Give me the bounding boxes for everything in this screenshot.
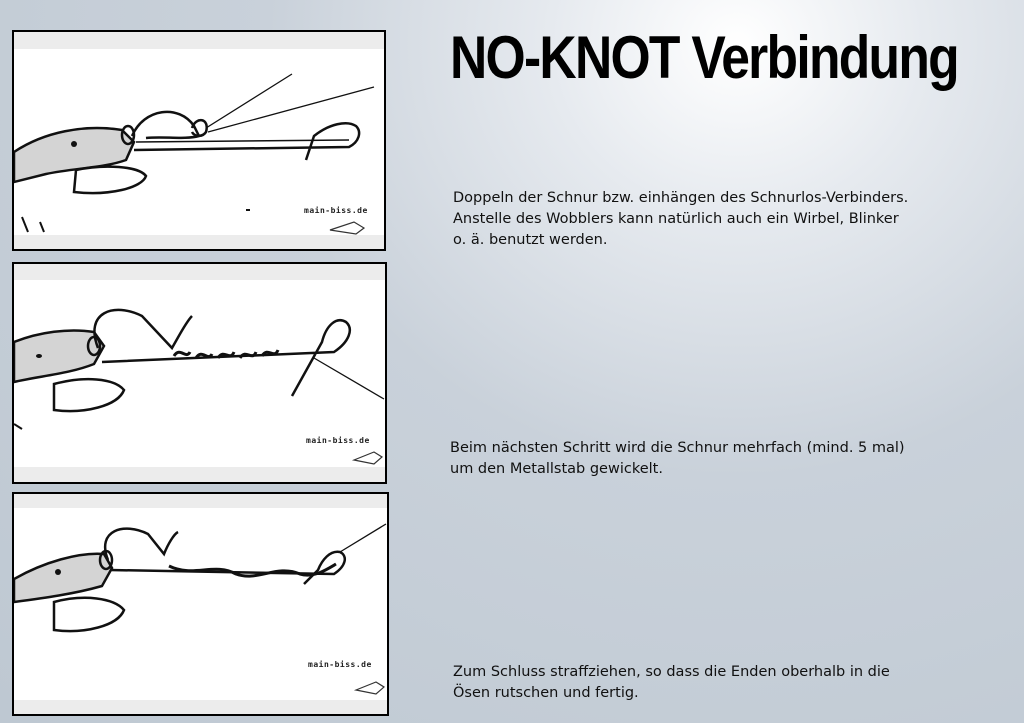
caption-line: o. ä. benutzt werden. xyxy=(453,232,608,248)
wobbler-hook-mark xyxy=(14,424,22,429)
step-2-caption xyxy=(450,438,905,480)
step-2-illustration xyxy=(12,262,387,484)
connector-loop xyxy=(105,529,178,560)
caption-line: Anstelle des Wobblers kann natürlich auch ein Wirbel, Blinker xyxy=(453,211,899,227)
wobbler-body xyxy=(14,554,112,602)
watermark-text: main-biss.de xyxy=(308,660,372,669)
connector-loop xyxy=(94,310,192,348)
caption-line: Ösen rutschen und fertig. xyxy=(453,685,639,701)
step-3-illustration xyxy=(12,492,389,716)
wobbler-lip xyxy=(54,598,124,631)
caption-line: um den Metallstab gewickelt. xyxy=(450,461,663,477)
watermark-fish-icon xyxy=(356,682,384,694)
connector-rod-inner xyxy=(136,140,349,142)
caption-line: Zum Schluss straffziehen, so dass die Enden oberhalb in die xyxy=(453,664,890,680)
wobbler-eye xyxy=(36,354,42,358)
wobbler-eye xyxy=(71,141,77,147)
step-1-illustration xyxy=(12,30,386,251)
top-band xyxy=(14,494,387,508)
wobbler-lip xyxy=(54,379,124,411)
top-band xyxy=(14,32,384,49)
watermark-fish-icon xyxy=(354,452,382,464)
step-3-caption xyxy=(453,662,890,704)
caption-line: Doppeln der Schnur bzw. einhängen des Schnurlos-Verbinders. xyxy=(453,190,909,206)
fishing-line xyxy=(340,524,386,552)
fishing-line xyxy=(314,358,384,399)
connector-rod xyxy=(110,552,345,584)
watermark-fish-icon xyxy=(330,222,364,234)
page-title: NO-KNOT Verbindung xyxy=(450,24,958,91)
watermark-text: main-biss.de xyxy=(306,436,370,445)
caption-line: Beim nächsten Schritt wird die Schnur mehrfach (mind. 5 mal) xyxy=(450,440,905,456)
step-3-drawing xyxy=(14,494,387,714)
connector-rod xyxy=(102,320,350,396)
tightened-line-wraps xyxy=(169,564,336,576)
bottom-band xyxy=(14,700,387,714)
bottom-band xyxy=(14,235,384,249)
wobbler-eye xyxy=(55,569,61,575)
watermark-text: main-biss.de xyxy=(304,206,368,215)
wobbler-hook-marks xyxy=(22,217,44,232)
step-1-drawing xyxy=(14,32,384,249)
connector-loop xyxy=(132,112,199,138)
step-1-caption xyxy=(453,188,908,251)
wobbler-lip xyxy=(74,167,146,193)
bottom-band xyxy=(14,467,385,482)
top-band xyxy=(14,264,385,280)
step-2-drawing xyxy=(14,264,385,482)
